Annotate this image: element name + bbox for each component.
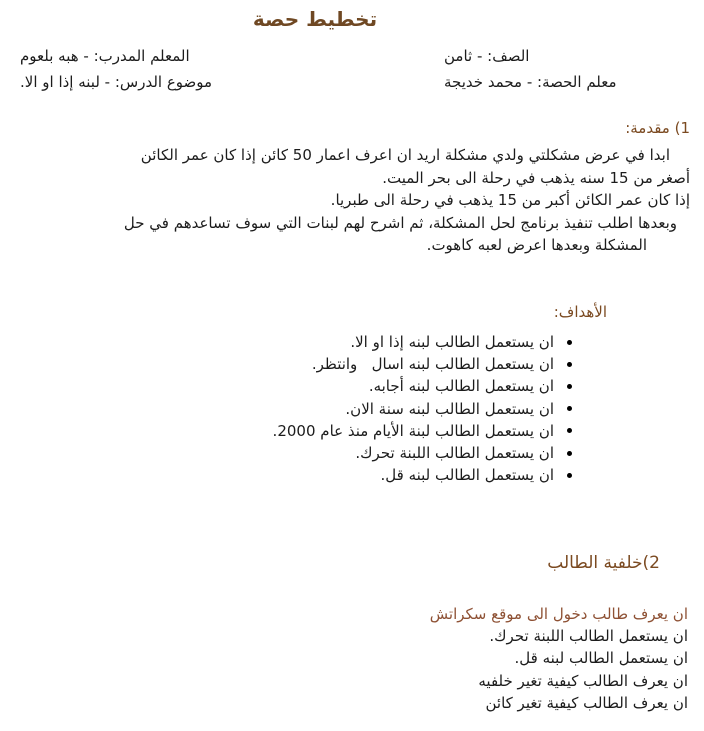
header-column-left	[0, 43, 352, 95]
list-item	[273, 398, 572, 420]
background-line: ان يستعمل الطالب لبنه قل.	[514, 649, 688, 668]
list-item	[273, 420, 572, 442]
objective-text: ان يستعمل الطالب لبنه اسال وانتظر.	[311, 355, 554, 374]
objectives-list	[273, 331, 572, 486]
intro-line: وبعدها اطلب تنفيذ برنامج لحل المشكلة، ثم اشرح لهم لبنات التي سوف تساعدهم في حل	[123, 213, 677, 232]
bullet-icon	[567, 451, 572, 456]
objective-text: ان يستعمل الطالب لبنة الأيام منذ عام 2000.	[272, 421, 554, 440]
intro-line: أصغر من 15 سنه يذهب في رحلة الى بحر الميت.	[382, 168, 690, 187]
objectives-heading: الأهداف:	[553, 303, 607, 321]
objective-text: ان يستعمل الطالب لبنه أجابه.	[368, 377, 554, 396]
intro-heading: 1) مقدمة:	[625, 119, 690, 137]
header-column-right	[352, 43, 704, 95]
objective-text: ان يستعمل الطالب لبنه سنة الان.	[345, 399, 554, 418]
background-line: ان يعرف الطالب كيفية تغير خلفيه	[478, 671, 688, 690]
objective-text: ان يستعمل الطالب لبنه قل.	[380, 466, 554, 485]
list-item	[273, 353, 572, 375]
class-field: الصف: - ثامن	[444, 47, 530, 65]
student-background-list	[430, 603, 688, 714]
bullet-icon	[567, 406, 572, 411]
intro-paragraph	[8, 144, 690, 257]
bullet-icon	[567, 428, 572, 433]
page-title: تخطيط حصة	[252, 7, 378, 31]
objective-text: ان يستعمل الطالب لبنه إذا او الا.	[350, 333, 554, 352]
intro-line: ابدا في عرض مشكلتي ولدي مشكلة اريد ان اعرف اعمار 50 كائن إذا كان عمر الكائن	[140, 146, 670, 164]
lesson-teacher-field: معلم الحصة: - محمد خديجة	[444, 73, 617, 91]
bullet-icon	[567, 362, 572, 367]
header-info-table	[0, 43, 704, 95]
intro-line: المشكلة وبعدها اعرض لعبه كاهوت.	[426, 236, 647, 254]
background-line: ان يعرف الطالب كيفية تغير كائن	[485, 693, 688, 712]
student-background-heading: 2)خلفية الطالب	[547, 553, 660, 573]
intro-line: إذا كان عمر الكائن أكبر من 15 يذهب في رحلة الى طبريا.	[330, 191, 690, 209]
list-item	[273, 331, 572, 353]
list-item	[273, 375, 572, 397]
mentor-teacher-field: المعلم المدرب: - هبه بلعوم	[20, 47, 190, 65]
bullet-icon	[567, 340, 572, 345]
background-line: ان يستعمل الطالب اللبنة تحرك.	[489, 627, 688, 646]
list-item	[273, 464, 572, 486]
list-item	[273, 442, 572, 464]
bullet-icon	[567, 473, 572, 478]
lesson-topic-field: موضوع الدرس: - لبنه إذا او الا.	[20, 73, 213, 91]
objective-text: ان يستعمل الطالب اللبنة تحرك.	[355, 444, 554, 463]
background-line: ان يعرف طالب دخول الى موقع سكراتش	[429, 605, 688, 623]
bullet-icon	[567, 384, 572, 389]
